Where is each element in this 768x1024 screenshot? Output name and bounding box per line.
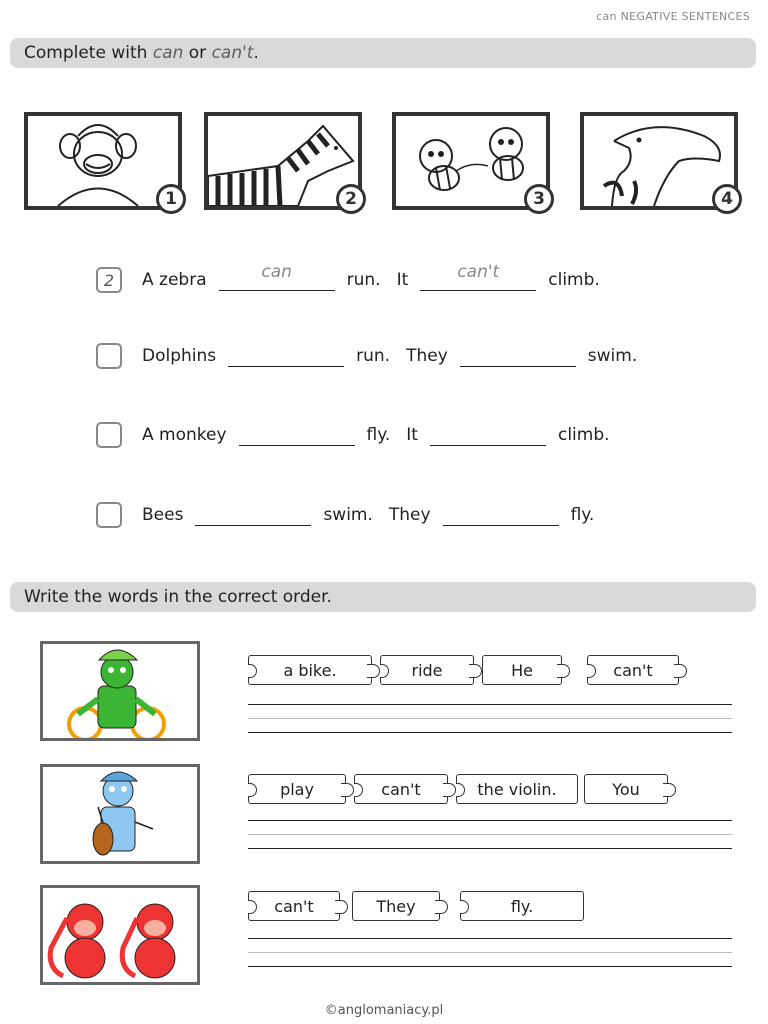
- piece-tab: [663, 783, 676, 797]
- sentence-verb: climb.: [548, 270, 600, 290]
- sentence-subject: Bees: [142, 505, 184, 525]
- title-cant: can't: [211, 43, 254, 63]
- blank-field[interactable]: [195, 505, 311, 526]
- word-piece[interactable]: [587, 655, 679, 685]
- footer-copyright: ©anglomaniacy.pl: [324, 1003, 444, 1018]
- title-or: or: [183, 43, 212, 63]
- blank-answer: can't: [457, 261, 500, 282]
- picture-bees: [392, 112, 550, 210]
- picture-boy-violin: [40, 764, 200, 864]
- piece-notch: [354, 783, 363, 797]
- piece-tab: [435, 900, 448, 914]
- piece-notch: [456, 783, 465, 797]
- sentence-pronoun: It: [396, 270, 409, 290]
- word-piece[interactable]: [352, 891, 440, 921]
- dolphin-icon: [584, 116, 734, 206]
- answer-box[interactable]: [96, 343, 122, 369]
- picture-number: 2: [336, 184, 366, 214]
- sentence-verb: swim.: [323, 505, 373, 525]
- picture-zebra: [204, 112, 362, 210]
- word-piece[interactable]: [248, 891, 340, 921]
- answer-box[interactable]: 2: [96, 267, 122, 293]
- piece-label: fly.: [510, 896, 534, 916]
- boy-violin-icon: [43, 767, 197, 861]
- word-piece[interactable]: [482, 655, 562, 685]
- sentence-pronoun: It: [406, 425, 418, 445]
- piece-tab: [335, 900, 348, 914]
- sentence-pronoun: They: [406, 346, 448, 366]
- word-piece[interactable]: [584, 774, 668, 804]
- header-note: can NEGATIVE SENTENCES: [596, 10, 750, 23]
- bees-icon: [396, 116, 546, 206]
- picture-number: 3: [524, 184, 554, 214]
- zebra-icon: [208, 116, 358, 206]
- piece-label: a bike.: [283, 660, 337, 680]
- sentence-row: [96, 341, 637, 371]
- blank-field[interactable]: [460, 346, 576, 367]
- piece-tab: [367, 664, 380, 678]
- monkey-icon: [28, 116, 178, 206]
- piece-label: ride: [411, 660, 443, 680]
- word-piece[interactable]: [380, 655, 474, 685]
- word-piece[interactable]: [456, 774, 578, 804]
- blank-field[interactable]: [228, 346, 344, 367]
- writing-lines[interactable]: [248, 704, 732, 746]
- blank-field[interactable]: [239, 425, 355, 446]
- piece-notch: [248, 664, 257, 678]
- piece-label: the violin.: [477, 779, 557, 799]
- sentence-verb: swim.: [587, 346, 638, 366]
- sentence-subject: Dolphins: [142, 346, 217, 366]
- blank-field[interactable]: [219, 261, 335, 291]
- blank-field[interactable]: [443, 505, 559, 526]
- sentence-row: [96, 420, 610, 450]
- word-piece[interactable]: [248, 774, 346, 804]
- title-can: can: [152, 43, 184, 63]
- piece-label: can't: [613, 660, 653, 680]
- section-2-title: Write the words in the correct order.: [10, 582, 756, 612]
- answer-box[interactable]: [96, 422, 122, 448]
- section-1-title: [10, 38, 756, 68]
- writing-lines[interactable]: [248, 938, 732, 980]
- piece-tab: [443, 783, 456, 797]
- title-prefix: Complete with: [24, 43, 153, 63]
- piece-tab: [674, 664, 687, 678]
- title-suffix: .: [253, 43, 259, 63]
- sentence-subject: A monkey: [142, 425, 227, 445]
- blank-answer: can: [261, 261, 292, 282]
- monkeys-icon: [43, 888, 197, 982]
- picture-monkeys: [40, 885, 200, 985]
- sentence-row: [96, 500, 594, 530]
- piece-notch: [587, 664, 596, 678]
- piece-notch: [380, 664, 389, 678]
- piece-notch: [248, 783, 257, 797]
- piece-tab: [557, 664, 570, 678]
- picture-dolphin: [580, 112, 738, 210]
- picture-monkey: [24, 112, 182, 210]
- piece-label: play: [280, 779, 314, 799]
- sentence-verb: climb.: [557, 425, 610, 445]
- blank-field[interactable]: [430, 425, 546, 446]
- piece-label: They: [376, 896, 416, 916]
- sentence-verb: fly.: [366, 425, 391, 445]
- sentence-verb: run.: [356, 346, 391, 366]
- sentence-verb: fly.: [570, 505, 595, 525]
- piece-label: He: [511, 660, 533, 680]
- word-piece[interactable]: [248, 655, 372, 685]
- piece-label: can't: [274, 896, 314, 916]
- picture-number: 4: [712, 184, 742, 214]
- word-piece[interactable]: [460, 891, 584, 921]
- writing-lines[interactable]: [248, 820, 732, 862]
- sentence-pronoun: They: [388, 505, 431, 525]
- blank-field[interactable]: [420, 261, 536, 291]
- piece-label: You: [612, 779, 640, 799]
- word-piece[interactable]: [354, 774, 448, 804]
- piece-label: can't: [381, 779, 421, 799]
- boy-bike-icon: [43, 644, 197, 738]
- piece-tab: [341, 783, 354, 797]
- piece-notch: [460, 900, 469, 914]
- piece-tab: [469, 664, 482, 678]
- picture-number: 1: [156, 184, 186, 214]
- piece-notch: [248, 900, 257, 914]
- answer-box[interactable]: [96, 502, 122, 528]
- sentence-row: [96, 261, 600, 295]
- sentence-verb: run.: [346, 270, 381, 290]
- picture-boy-bike: [40, 641, 200, 741]
- sentence-subject: A zebra: [142, 270, 207, 290]
